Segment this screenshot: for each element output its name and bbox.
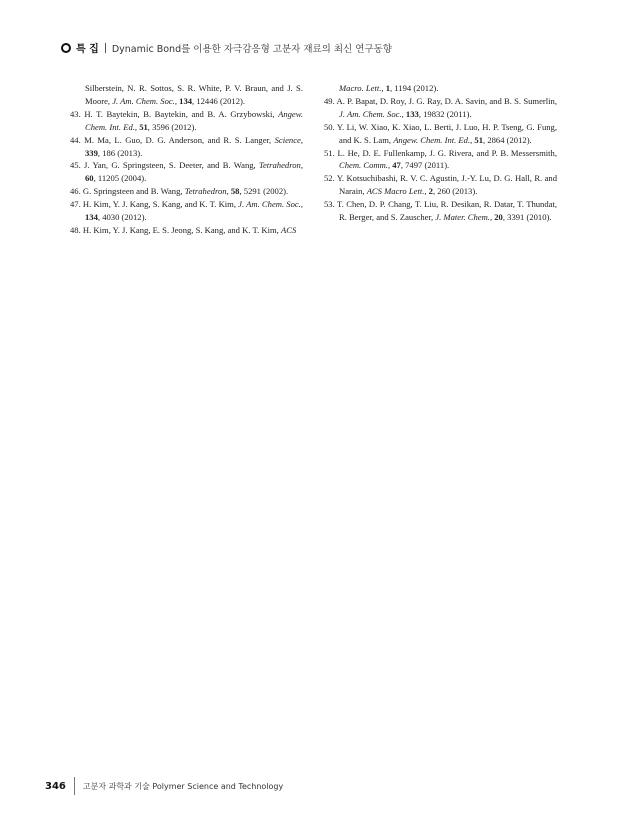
volume-number: 51 <box>474 134 484 145</box>
journal-title: J. Am. Chem. Soc. <box>112 95 175 106</box>
reference-number: 43. <box>70 108 81 119</box>
reference-text: H. T. Baytekin, B. Baytekin, and B. A. Grzybowski, <box>84 108 279 119</box>
reference-text: , 2864 (2012). <box>483 134 532 145</box>
reference-entry <box>324 198 557 224</box>
reference-text: , 3596 (2012). <box>147 121 197 132</box>
journal-title: Angew. Chem. Int. Ed. <box>393 134 471 145</box>
journal-title: Tetrahedron <box>184 186 227 197</box>
volume-number: 20 <box>494 212 503 223</box>
reference-text: , 19832 (2011). <box>418 108 472 119</box>
reference-text: , 260 (2013). <box>432 186 478 197</box>
reference-text: Y. Kotsuchibashi, R. V. C. Agustin, J.-Y. Lu, D. G. Hall, R. and Narain, <box>336 173 557 197</box>
reference-entry <box>324 147 557 173</box>
reference-text: , <box>401 108 406 119</box>
reference-text: , <box>226 186 231 197</box>
reference-number: 44. <box>70 134 81 145</box>
reference-text: , 1194 (2012). <box>390 83 439 93</box>
volume-number: 134 <box>179 95 193 106</box>
journal-title: Science <box>274 134 301 145</box>
reference-text: L. He, D. E. Fullenkamp, J. G. Rivera, and P. B. Messersmith, <box>337 147 557 158</box>
reference-text: , 12446 (2012). <box>192 95 246 106</box>
header-divider <box>105 43 106 53</box>
reference-entry <box>70 185 303 198</box>
reference-text: H. Kim, Y. J. Kang, S. Kang, and K. T. Kim, <box>82 199 239 210</box>
section-label: 특 집 <box>76 44 99 55</box>
running-header <box>61 40 392 55</box>
reference-entry <box>70 108 303 134</box>
reference-text: M. Ma, L. Guo, D. G. Anderson, and R. S. Langer, <box>84 134 275 145</box>
reference-entry <box>324 121 557 147</box>
reference-entry <box>70 134 303 160</box>
reference-text: , <box>300 134 303 145</box>
circle-bullet-icon <box>61 43 71 53</box>
reference-text: , 5291 (2002). <box>239 186 289 197</box>
reference-number: 51. <box>324 147 335 158</box>
reference-entry <box>324 172 557 198</box>
volume-number: 339 <box>85 147 98 158</box>
journal-title: J. Am. Chem. Soc. <box>339 108 402 119</box>
reference-text: , 7497 (2011). <box>400 160 450 171</box>
reference-entry <box>70 198 303 224</box>
volume-number: 134 <box>85 212 98 223</box>
reference-text: , 186 (2013). <box>97 147 143 158</box>
reference-entry <box>324 82 557 95</box>
reference-text: , <box>134 121 140 132</box>
journal-name: 고분자 과학과 기술 Polymer Science and Technology <box>82 781 284 791</box>
journal-title: J. Am. Chem. Soc. <box>238 199 301 210</box>
reference-text: , <box>381 83 386 93</box>
reference-text: Y. Li, W. Xiao, K. Xiao, L. Berti, J. Luo, H. P. Tseng, G. Fung, and K. S. Lam, <box>336 121 557 145</box>
journal-title: ACS <box>280 224 297 235</box>
reference-text: , <box>489 212 495 223</box>
journal-title: Angew. Chem. Int. Ed. <box>85 108 303 132</box>
reference-text: , <box>387 160 393 171</box>
reference-number: 46. <box>70 186 81 197</box>
references-column-right <box>324 82 557 224</box>
references-column-left <box>70 82 303 237</box>
reference-text: G. Springsteen and B. Wang, <box>82 186 185 197</box>
reference-text: , 3391 (2010). <box>502 212 552 223</box>
reference-number: 48. <box>70 224 81 235</box>
reference-text: T. Chen, D. P. Chang, T. Liu, R. Desikan, R. Datar, T. Thundat, R. Berger, and S. Zauscher, <box>337 199 558 223</box>
reference-text: , <box>174 95 180 106</box>
reference-number: 53. <box>324 199 335 210</box>
volume-number: 2 <box>428 186 433 197</box>
journal-title: Chem. Comm. <box>339 160 388 171</box>
reference-entry <box>70 224 303 237</box>
journal-title: Tetrahedron <box>258 160 301 171</box>
reference-text: , <box>424 186 429 197</box>
volume-number: 1 <box>385 83 390 93</box>
reference-number: 50. <box>324 121 335 132</box>
reference-number: 52. <box>324 173 335 184</box>
page-footer <box>45 777 283 795</box>
page-number: 346 <box>45 780 66 792</box>
volume-number: 58 <box>230 186 240 197</box>
reference-text: , <box>470 134 475 145</box>
volume-number: 133 <box>405 108 419 119</box>
journal-title: ACS Macro Lett. <box>366 186 425 197</box>
reference-number: 45. <box>70 160 81 171</box>
reference-number: 49. <box>324 95 335 106</box>
footer-divider <box>74 777 75 795</box>
reference-text: , <box>300 160 303 171</box>
volume-number: 47 <box>392 160 401 171</box>
reference-text: , 4030 (2012). <box>97 212 147 223</box>
reference-text: , 11205 (2004). <box>93 173 147 184</box>
reference-entry <box>324 95 557 121</box>
journal-title: Macro. Lett. <box>339 83 382 93</box>
header-title: Dynamic Bond를 이용한 자극감응형 고분자 재료의 최신 연구동향 <box>111 43 392 55</box>
reference-number: 47. <box>70 199 81 210</box>
reference-text: H. Kim, Y. J. Kang, E. S. Jeong, S. Kang, and K. T. Kim, <box>82 224 281 235</box>
volume-number: 60 <box>85 173 94 184</box>
reference-text: J. Yan, G. Springsteen, S. Deeter, and B. Wang, <box>84 160 259 171</box>
reference-text: , <box>300 199 303 210</box>
volume-number: 51 <box>139 121 148 132</box>
reference-entry <box>70 159 303 185</box>
reference-entry <box>70 82 303 108</box>
reference-text: Silberstein, N. R. Sottos, S. R. White, P. V. Braun, and J. S. Moore, <box>85 83 303 106</box>
journal-title: J. Mater. Chem. <box>435 212 490 223</box>
reference-text: A. P. Bapat, D. Roy, J. G. Ray, D. A. Savin, and B. S. Sumerlin, <box>336 95 557 106</box>
